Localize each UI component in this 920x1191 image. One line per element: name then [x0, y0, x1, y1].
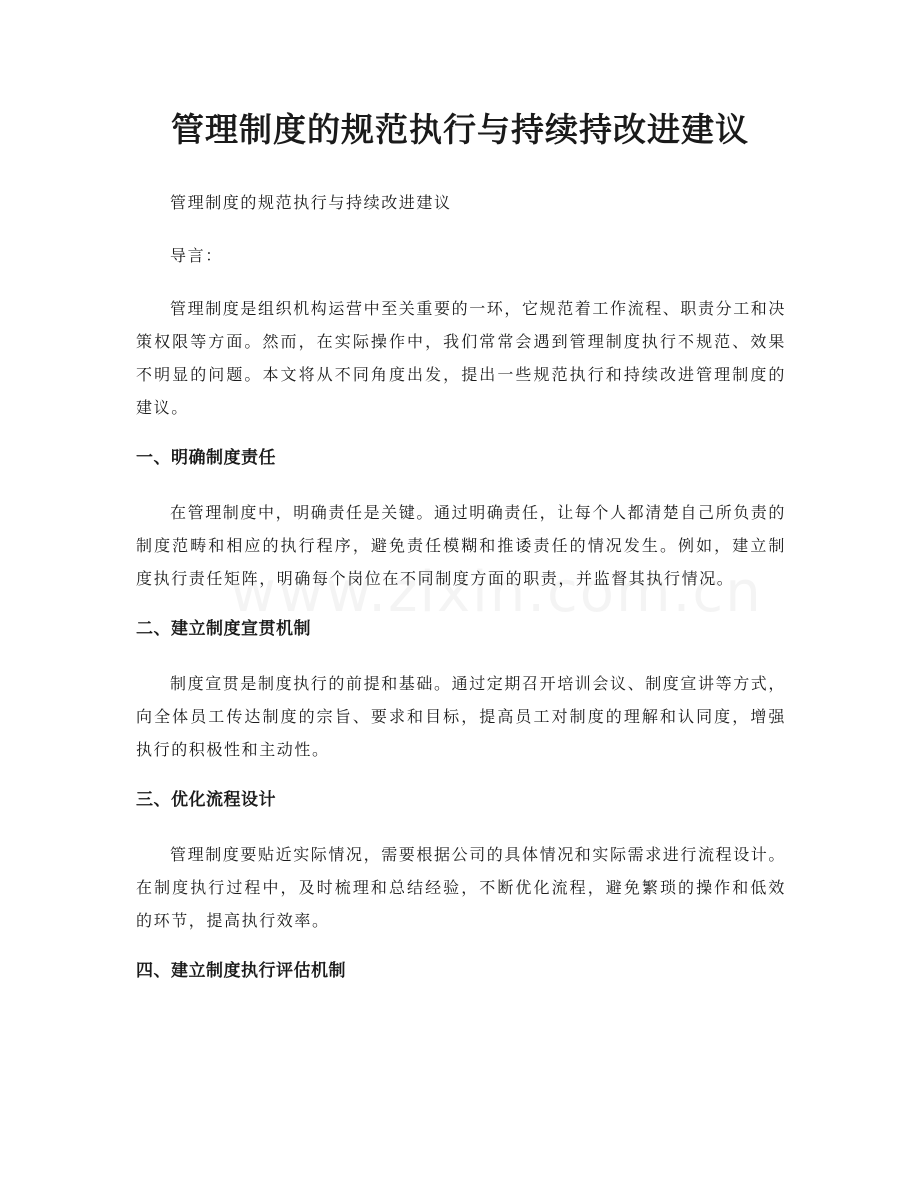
section-heading-3: 三、优化流程设计: [136, 790, 276, 810]
section-body-3: 管理制度要贴近实际情况，需要根据公司的具体情况和实际需求进行流程设计。在制度执行过程中，及时梳理和总结经验，不断优化流程，避免繁琐的操作和低效的环节，提高执行效率。: [136, 845, 787, 930]
section-heading-4: 四、建立制度执行评估机制: [136, 961, 346, 981]
section-body-1: 在管理制度中，明确责任是关键。通过明确责任，让每个人都清楚自己所负责的制度范畴和相应的执行程序，避免责任模糊和推诿责任的情况发生。例如，建立制度执行责任矩阵，明确每个岗位在不同制度方面的职责，并监督其执行情况。: [136, 503, 787, 588]
section-heading-2: 二、建立制度宣贯机制: [136, 619, 311, 639]
document-title: 管理制度的规范执行与持续持改进建议: [171, 110, 749, 149]
intro-label: 导言：: [170, 246, 223, 265]
document-body: [136, 186, 786, 1009]
intro-paragraph: 管理制度是组织机构运营中至关重要的一环，它规范着工作流程、职责分工和决策权限等方面。然而，在实际操作中，我们常常会遇到管理制度执行不规范、效果不明显的问题。本文将从不同角度出发，提出一些规范执行和持续改进管理制度的建议。: [136, 299, 787, 417]
section-heading-1: 一、明确制度责任: [136, 448, 276, 468]
subtitle-paragraph: 管理制度的规范执行与持续改进建议: [170, 193, 452, 212]
section-body-2: 制度宣贯是制度执行的前提和基础。通过定期召开培训会议、制度宣讲等方式，向全体员工传达制度的宗旨、要求和目标，提高员工对制度的理解和认同度，增强执行的积极性和主动性。: [136, 674, 787, 759]
